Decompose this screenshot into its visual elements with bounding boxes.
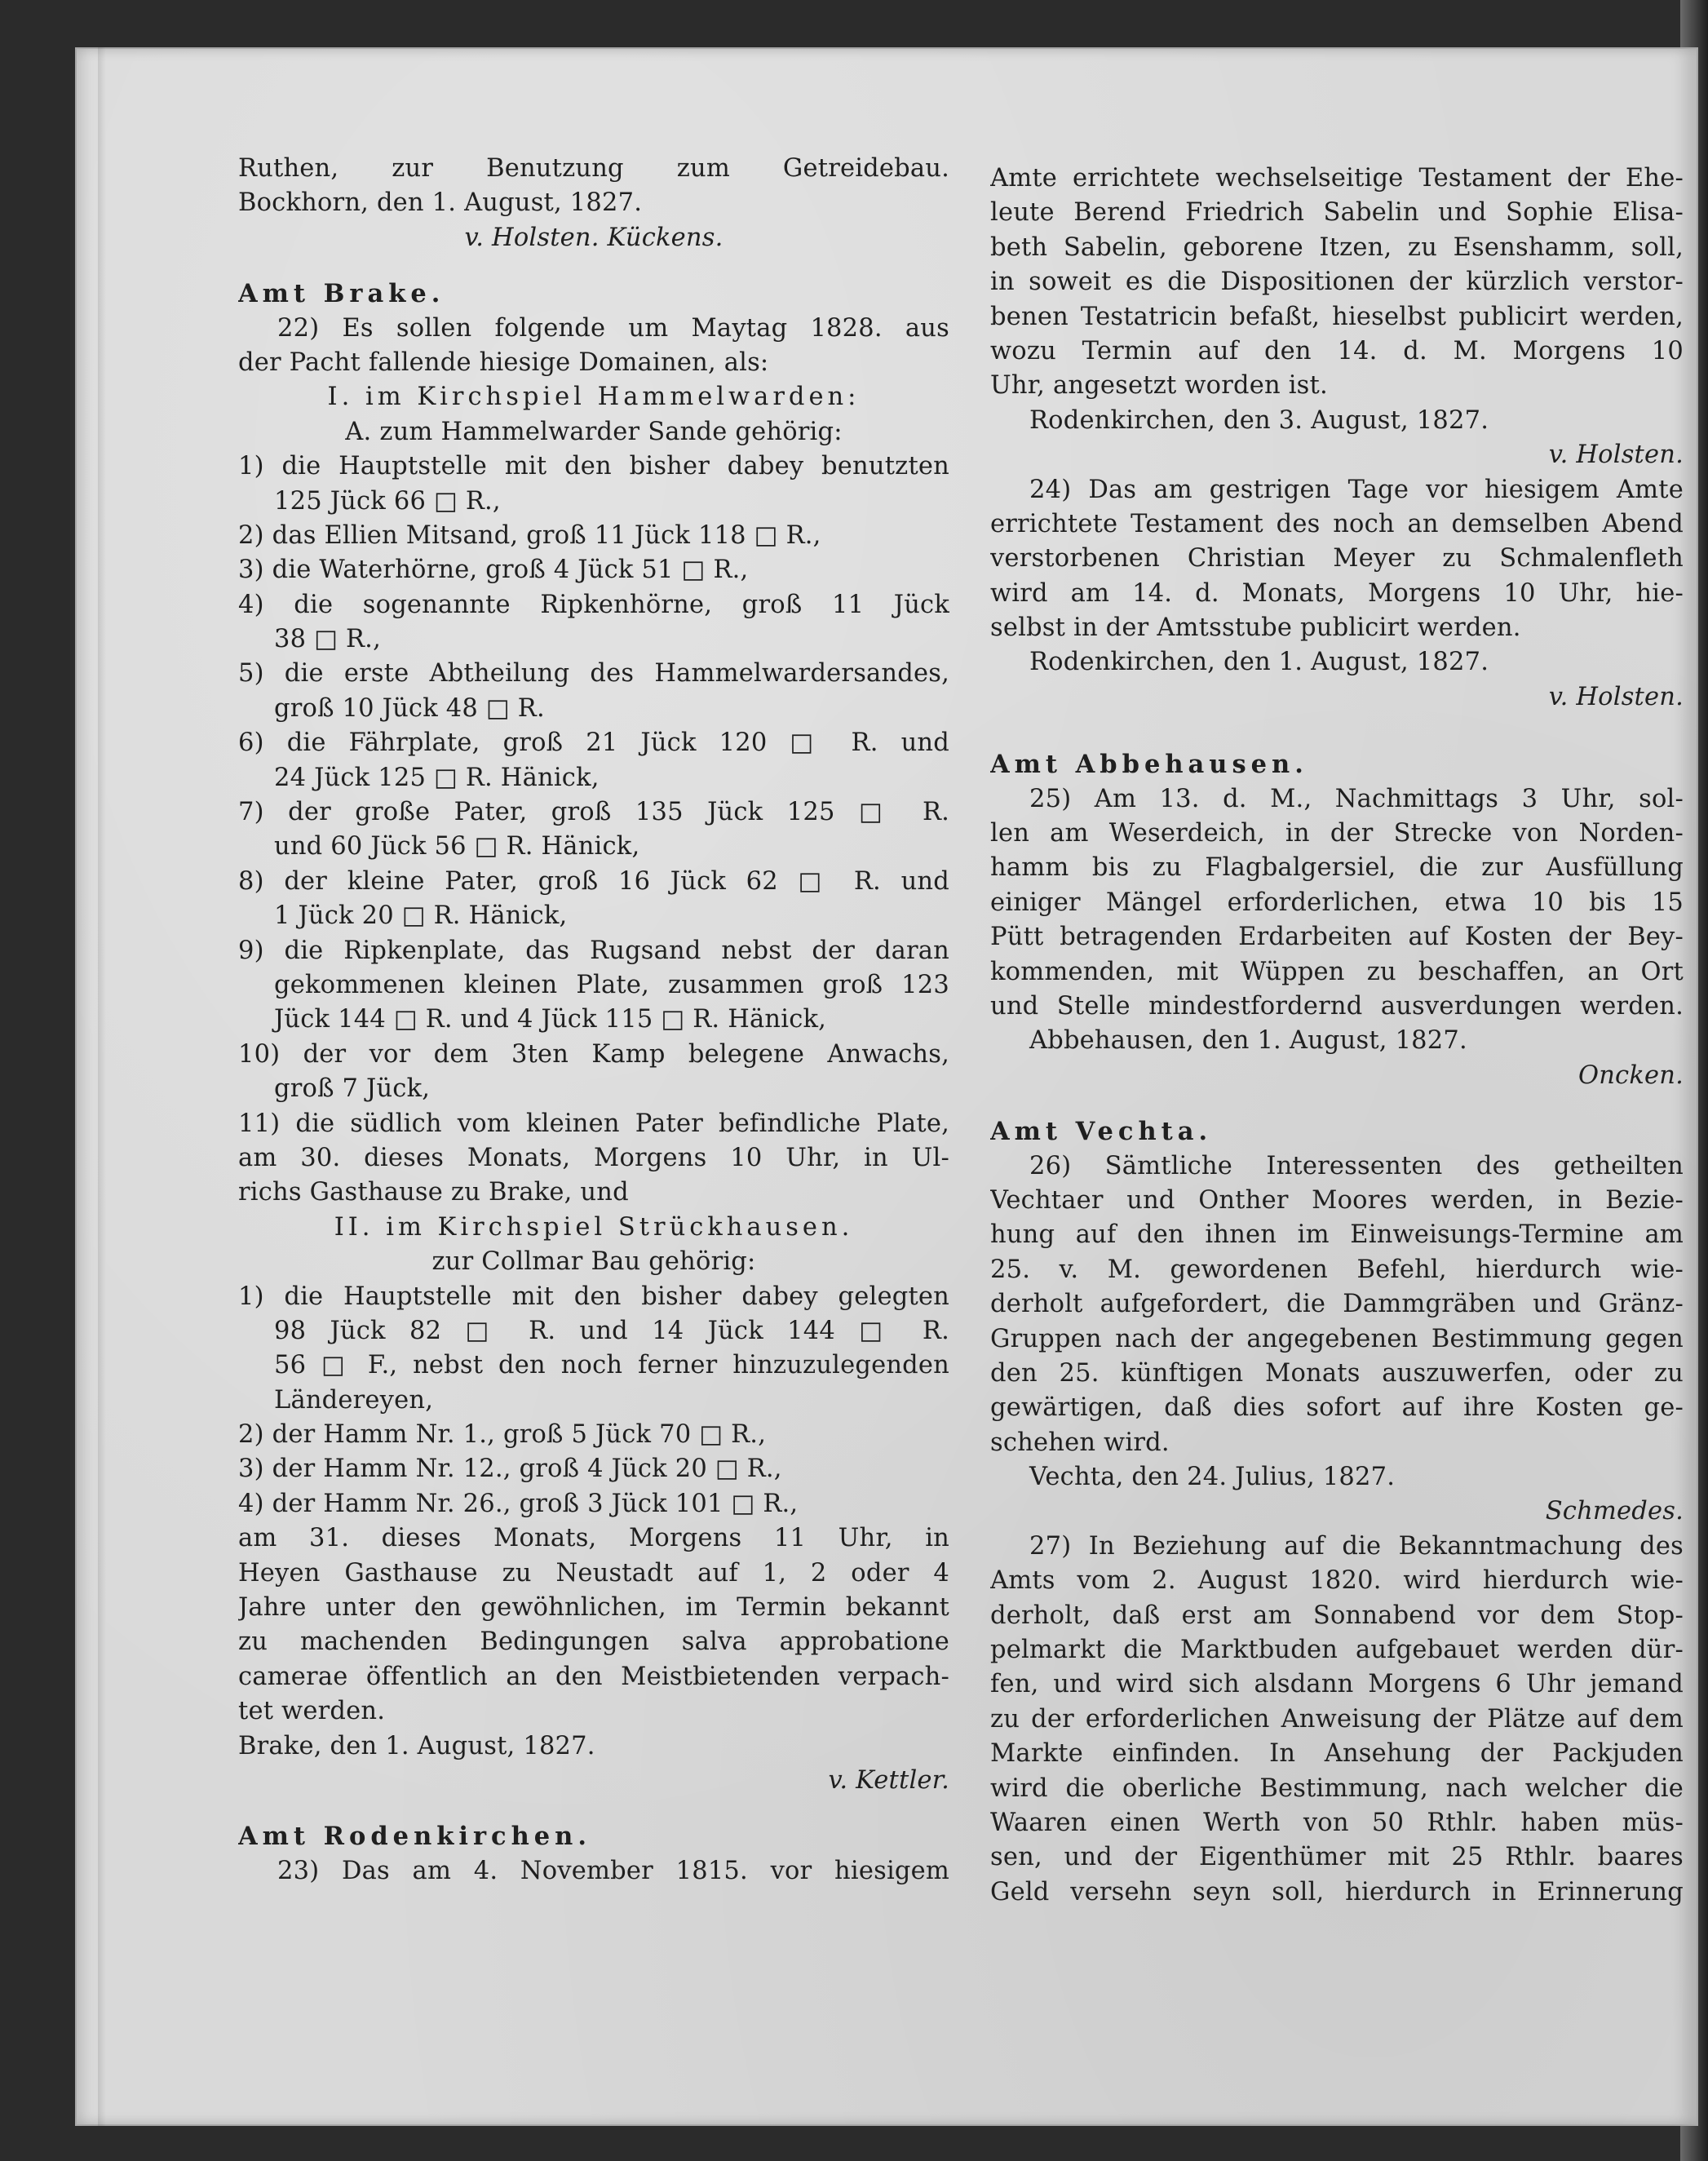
right-column-line: Abbehausen, den 1. August, 1827.: [1029, 1026, 1467, 1056]
right-column-line: sen, und der Eigenthümer mit 25 Rthlr. baares: [990, 1843, 1684, 1872]
left-column-line: 24 Jück 125 □ R. Hänick,: [274, 763, 600, 792]
section-spacer: [238, 255, 949, 277]
left-column-line: I. im Kirchspiel Hammelwarden:: [327, 383, 861, 412]
section-spacer: [238, 1798, 949, 1819]
right-column-line: Markte einfinden. In Ansehung der Packjuden: [990, 1739, 1684, 1769]
right-column-line: 24) Das am gestrigen Tage vor hiesigem Amte: [1029, 475, 1684, 504]
right-column-line: zu der erforderlichen Anweisung der Plätze auf dem: [990, 1704, 1684, 1734]
section-heading: Amt Abbehausen.: [990, 750, 1308, 780]
left-column-line: tet werden.: [238, 1697, 386, 1726]
signature: v. Holsten.: [1548, 682, 1684, 711]
right-column-line: wird am 14. d. Monats, Morgens 10 Uhr, hie-: [990, 578, 1684, 608]
right-column-line: Vechta, den 24. Julius, 1827.: [1029, 1463, 1396, 1492]
signature: v. Kettler.: [828, 1765, 949, 1795]
right-column-line: Amts vom 2. August 1820. wird hierdurch wie-: [990, 1566, 1684, 1596]
right-column-line: hamm bis zu Flagbalgersiel, die zur Ausfüllung: [990, 853, 1684, 883]
left-column-line: 7) der große Pater, groß 135 Jück 125 □ R.: [238, 798, 949, 827]
left-column-line: A. zum Hammelwarder Sande gehörig:: [345, 417, 843, 446]
section-heading: Amt Brake.: [238, 279, 445, 309]
left-column-line: zu machenden Bedingungen salva approbatione: [238, 1627, 949, 1657]
right-column-line: errichtete Testament des noch an demselben Abend: [990, 509, 1684, 538]
left-column-line: 1) die Hauptstelle mit den bisher dabey benutzten: [238, 452, 949, 481]
right-column-line: Pütt betragenden Erdarbeiten auf Kosten der Bey-: [990, 923, 1684, 952]
right-column-line: schehen wird.: [990, 1428, 1170, 1457]
right-column-line: 25) Am 13. d. M., Nachmittags 3 Uhr, sol-: [1029, 784, 1684, 813]
right-column-line: selbst in der Amtsstube publicirt werden.: [990, 613, 1521, 643]
binding-fold: [98, 47, 106, 2126]
section-spacer: [990, 715, 1684, 747]
left-column-line: und 60 Jück 56 □ R. Hänick,: [274, 832, 640, 861]
left-column-line: 23) Das am 4. November 1815. vor hiesigem: [277, 1856, 949, 1885]
right-column-line: leute Berend Friedrich Sabelin und Sophie Elisa-: [990, 198, 1684, 228]
left-column-line: zur Collmar Bau gehörig:: [431, 1247, 756, 1277]
right-column-line: verstorbenen Christian Meyer zu Schmalenfleth: [990, 544, 1684, 573]
signature: v. Holsten. Kückens.: [464, 223, 723, 252]
right-column-line: Vechtaer und Onther Moores werden, in Bezie-: [990, 1185, 1684, 1215]
right-column: [990, 162, 1684, 1910]
left-column-line: Brake, den 1. August, 1827.: [238, 1731, 595, 1760]
left-column-line: am 30. dieses Monats, Morgens 10 Uhr, in Ul-: [238, 1143, 949, 1172]
signature: Schmedes.: [1545, 1497, 1684, 1526]
right-column-line: Rodenkirchen, den 3. August, 1827.: [1029, 405, 1489, 435]
right-column-line: derholt aufgefordert, die Dammgräben und Gränz-: [990, 1290, 1684, 1319]
right-column-line: hung auf den ihnen im Einweisungs-Termine am: [990, 1220, 1684, 1250]
right-column-line: 26) Sämtliche Interessenten des getheilten: [1029, 1151, 1684, 1180]
left-column-line: Jahre unter den gewöhnlichen, im Termin bekannt: [238, 1593, 949, 1623]
signature: Oncken.: [1578, 1061, 1684, 1090]
right-column-line: beth Sabelin, geborene Itzen, zu Esenshamm, soll,: [990, 232, 1684, 262]
right-column-line: pelmarkt die Marktbuden aufgebauet werden dür-: [990, 1636, 1684, 1665]
left-column-line: Heyen Gasthause zu Neustadt auf 1, 2 oder 4: [238, 1558, 949, 1588]
left-column-line: 98 Jück 82 □ R. und 14 Jück 144 □ R.: [274, 1316, 949, 1345]
signature: v. Holsten.: [1548, 441, 1684, 470]
left-column-line: 1) die Hauptstelle mit den bisher dabey gelegten: [238, 1282, 949, 1311]
left-column-line: camerae öffentlich an den Meistbietenden verpach-: [238, 1662, 949, 1691]
right-column-line: Gruppen nach der angegebenen Bestimmung gegen: [990, 1324, 1684, 1353]
left-column-line: groß 10 Jück 48 □ R.: [274, 693, 545, 723]
left-column-line: 56 □ F., nebst den noch ferner hinzuzulegenden: [274, 1351, 949, 1380]
left-column-line: 3) der Hamm Nr. 12., groß 4 Jück 20 □ R.,: [238, 1455, 782, 1484]
left-column-line: 125 Jück 66 □ R.,: [274, 486, 501, 516]
right-column-line: in soweit es die Dispositionen der kürzlich verstor-: [990, 268, 1684, 297]
left-column-line: groß 7 Jück,: [274, 1074, 431, 1104]
left-column-line: 9) die Ripkenplate, das Rugsand nebst der daran: [238, 936, 949, 965]
right-column-line: wird die oberliche Bestimmung, nach welcher die: [990, 1774, 1684, 1803]
left-column-line: 4) der Hamm Nr. 26., groß 3 Jück 101 □ R.,: [238, 1489, 799, 1518]
left-column-line: Ländereyen,: [274, 1385, 434, 1415]
right-column-line: kommenden, mit Wüppen zu beschaffen, an Ort: [990, 957, 1684, 986]
right-column-line: Geld versehn seyn soll, hierdurch in Erinnerung: [990, 1877, 1684, 1906]
left-column-line: II. im Kirchspiel Strückhausen.: [334, 1212, 854, 1242]
left-column-line: 6) die Fährplate, groß 21 Jück 120 □ R. und: [238, 728, 949, 758]
right-column-line: Uhr, angesetzt worden ist.: [990, 371, 1328, 401]
left-column-line: der Pacht fallende hiesige Domainen, als:: [238, 348, 769, 377]
right-column-line: gewärtigen, daß dies sofort auf ihre Kosten ge-: [990, 1393, 1684, 1423]
left-column-line: 11) die südlich vom kleinen Pater befindliche Plate,: [238, 1109, 949, 1138]
section-spacer: [990, 1093, 1684, 1114]
left-column-line: 38 □ R.,: [274, 625, 381, 654]
right-column-line: wozu Termin auf den 14. d. M. Morgens 10: [990, 336, 1684, 365]
right-column-line: und Stelle mindestfordernd ausverdungen werden.: [990, 991, 1684, 1021]
left-column-line: 1 Jück 20 □ R. Hänick,: [274, 901, 568, 931]
section-heading: Amt Rodenkirchen.: [238, 1822, 591, 1852]
section-heading: Amt Vechta.: [990, 1117, 1213, 1147]
left-column-line: 4) die sogenannte Ripkenhörne, groß 11 Jück: [238, 590, 949, 619]
left-column-line: richs Gasthause zu Brake, und: [238, 1178, 629, 1207]
right-column-line: benen Testatricin befaßt, hieselbst publicirt werden,: [990, 302, 1684, 331]
right-column-line: Amte errichtete wechselseitige Testament der Ehe-: [990, 164, 1684, 193]
right-column-line: Waaren einen Werth von 50 Rthlr. haben müs-: [990, 1808, 1684, 1837]
right-column-line: einiger Mängel erforderlichen, etwa 10 bis 15: [990, 888, 1684, 917]
left-column-line: 2) das Ellien Mitsand, groß 11 Jück 118 □ R.,: [238, 520, 821, 550]
right-column-line: fen, und wird sich alsdann Morgens 6 Uhr jemand: [990, 1670, 1684, 1699]
left-column-line: 10) der vor dem 3ten Kamp belegene Anwachs,: [238, 1039, 949, 1069]
right-column-line: 27) In Beziehung auf die Bekanntmachung des: [1029, 1531, 1684, 1561]
left-column-line: Ruthen, zur Benutzung zum Getreidebau.: [238, 154, 949, 183]
left-column-line: 8) der kleine Pater, groß 16 Jück 62 □ R. und: [238, 866, 949, 896]
left-column-line: 5) die erste Abtheilung des Hammelwardersandes,: [238, 659, 949, 689]
right-column-line: Rodenkirchen, den 1. August, 1827.: [1029, 648, 1489, 677]
right-column-line: len am Weserdeich, in der Strecke von Norden-: [990, 819, 1684, 848]
left-column-line: Jück 144 □ R. und 4 Jück 115 □ R. Hänick,: [274, 1005, 827, 1034]
right-column-line: 25. v. M. gewordenen Befehl, hierdurch wie-: [990, 1255, 1684, 1284]
right-column-line: derholt, daß erst am Sonnabend vor dem Stop-: [990, 1601, 1684, 1630]
right-column-line: den 25. künftigen Monats auszuwerfen, oder zu: [990, 1358, 1684, 1388]
left-column: [238, 152, 949, 1889]
left-column-line: 22) Es sollen folgende um Maytag 1828. aus: [277, 313, 949, 343]
left-column-line: 2) der Hamm Nr. 1., groß 5 Jück 70 □ R.,: [238, 1420, 767, 1450]
left-column-line: gekommenen kleinen Plate, zusammen groß 123: [274, 970, 949, 999]
left-column-line: am 31. dieses Monats, Morgens 11 Uhr, in: [238, 1524, 949, 1553]
left-column-line: Bockhorn, den 1. August, 1827.: [238, 188, 643, 218]
left-column-line: 3) die Waterhörne, groß 4 Jück 51 □ R.,: [238, 556, 749, 585]
